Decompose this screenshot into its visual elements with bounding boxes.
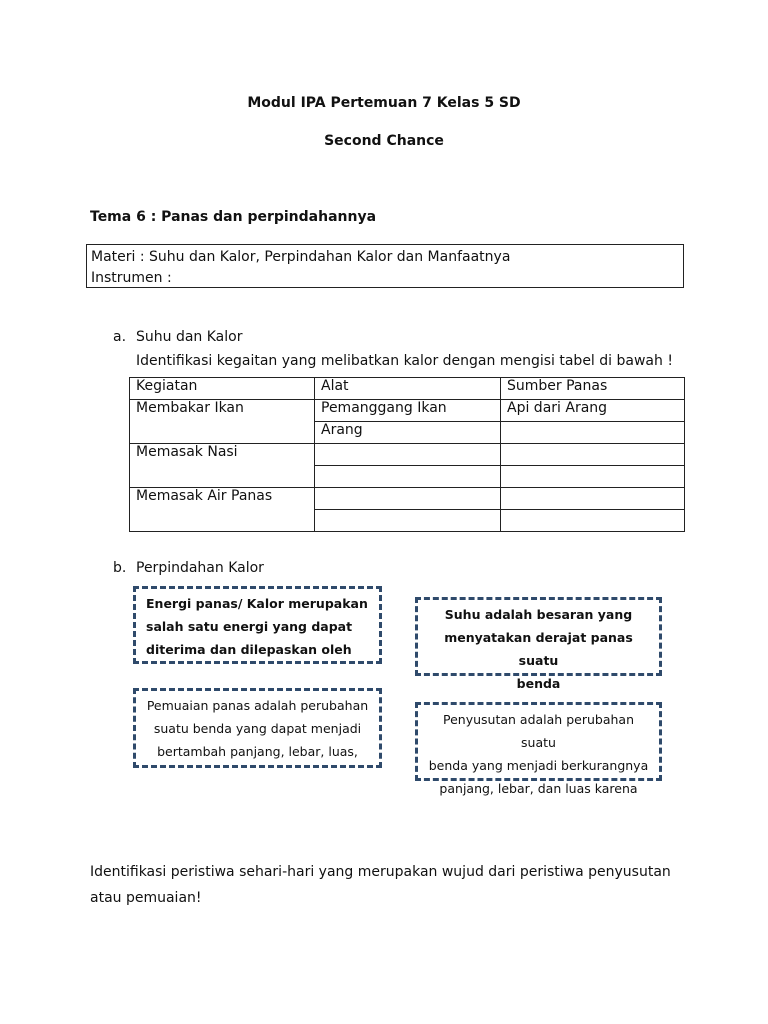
document-title: Modul IPA Pertemuan 7 Kelas 5 SD [247,95,521,111]
box-line: diterima dan dilepaskan oleh [146,642,352,657]
materi-line: Materi : Suhu dan Kalor, Perpindahan Kalor dan Manfaatnya [91,249,511,265]
document-subtitle: Second Chance [324,133,444,149]
table-cell-alat[interactable] [315,444,501,466]
box-line: salah satu energi yang dapat [146,619,353,634]
section-a-instruction: Identifikasi kegaitan yang melibatkan kalor dengan mengisi tabel di bawah ! [136,353,673,369]
table-cell-alat[interactable]: Arang [315,422,501,444]
box-line: Penyusutan adalah perubahan suatu [443,712,634,750]
table-cell-sumber[interactable] [501,466,685,488]
box-line: Suhu adalah besaran yang [444,607,633,622]
table-row [130,488,685,510]
table-cell-sumber[interactable] [501,488,685,510]
table-header-cell: Alat [315,378,501,400]
section-a-heading: Suhu dan Kalor [136,329,243,345]
definition-box-suhu [415,597,662,691]
box-line: Pemuaian panas adalah perubahan [146,698,369,713]
box-line: benda [516,676,561,691]
table-cell-sumber[interactable] [501,510,685,532]
table-cell-alat[interactable] [315,488,501,510]
theme-heading: Tema 6 : Panas dan perpindahannya [90,209,377,225]
section-a-label: a. [113,329,127,345]
table-row [130,400,685,422]
section-b-label: b. [113,560,127,576]
instrumen-line: Instrumen : [91,270,172,286]
table-cell-kegiatan: Memasak Nasi [130,444,315,488]
table-cell-sumber[interactable] [501,422,685,444]
box-line: Energi panas/ Kalor merupakan [146,596,368,611]
table-header-cell: Kegiatan [130,378,315,400]
box-line: panjang, lebar, dan luas karena [439,781,638,796]
table-cell-sumber[interactable] [501,444,685,466]
closing-instruction [90,859,690,911]
table-cell-alat[interactable]: Pemanggang Ikan [315,400,501,422]
table-cell-alat[interactable] [315,466,501,488]
closing-line: atau pemuaian! [90,890,202,906]
box-line: menyatakan derajat panas suatu [444,630,633,668]
box-line: bertambah panjang, lebar, luas, [157,744,358,759]
table-row [130,444,685,466]
box-line: benda yang menjadi berkurangnya [428,758,649,773]
table-header-row [130,378,685,400]
table-cell-kegiatan: Membakar Ikan [130,400,315,444]
materi-box [86,244,684,288]
table-cell-sumber[interactable]: Api dari Arang [501,400,685,422]
definition-box-kalor [133,586,382,664]
table-cell-alat[interactable] [315,510,501,532]
closing-line: Identifikasi peristiwa sehari-hari yang merupakan wujud dari peristiwa penyusutan [90,864,671,880]
table-cell-kegiatan: Memasak Air Panas [130,488,315,532]
definition-box-pemuaian [133,688,382,768]
section-b-heading: Perpindahan Kalor [136,560,264,576]
box-line: suatu benda yang dapat menjadi [153,721,362,736]
kalor-table [129,377,685,532]
table-header-cell: Sumber Panas [501,378,685,400]
definition-box-penyusutan [415,702,662,796]
